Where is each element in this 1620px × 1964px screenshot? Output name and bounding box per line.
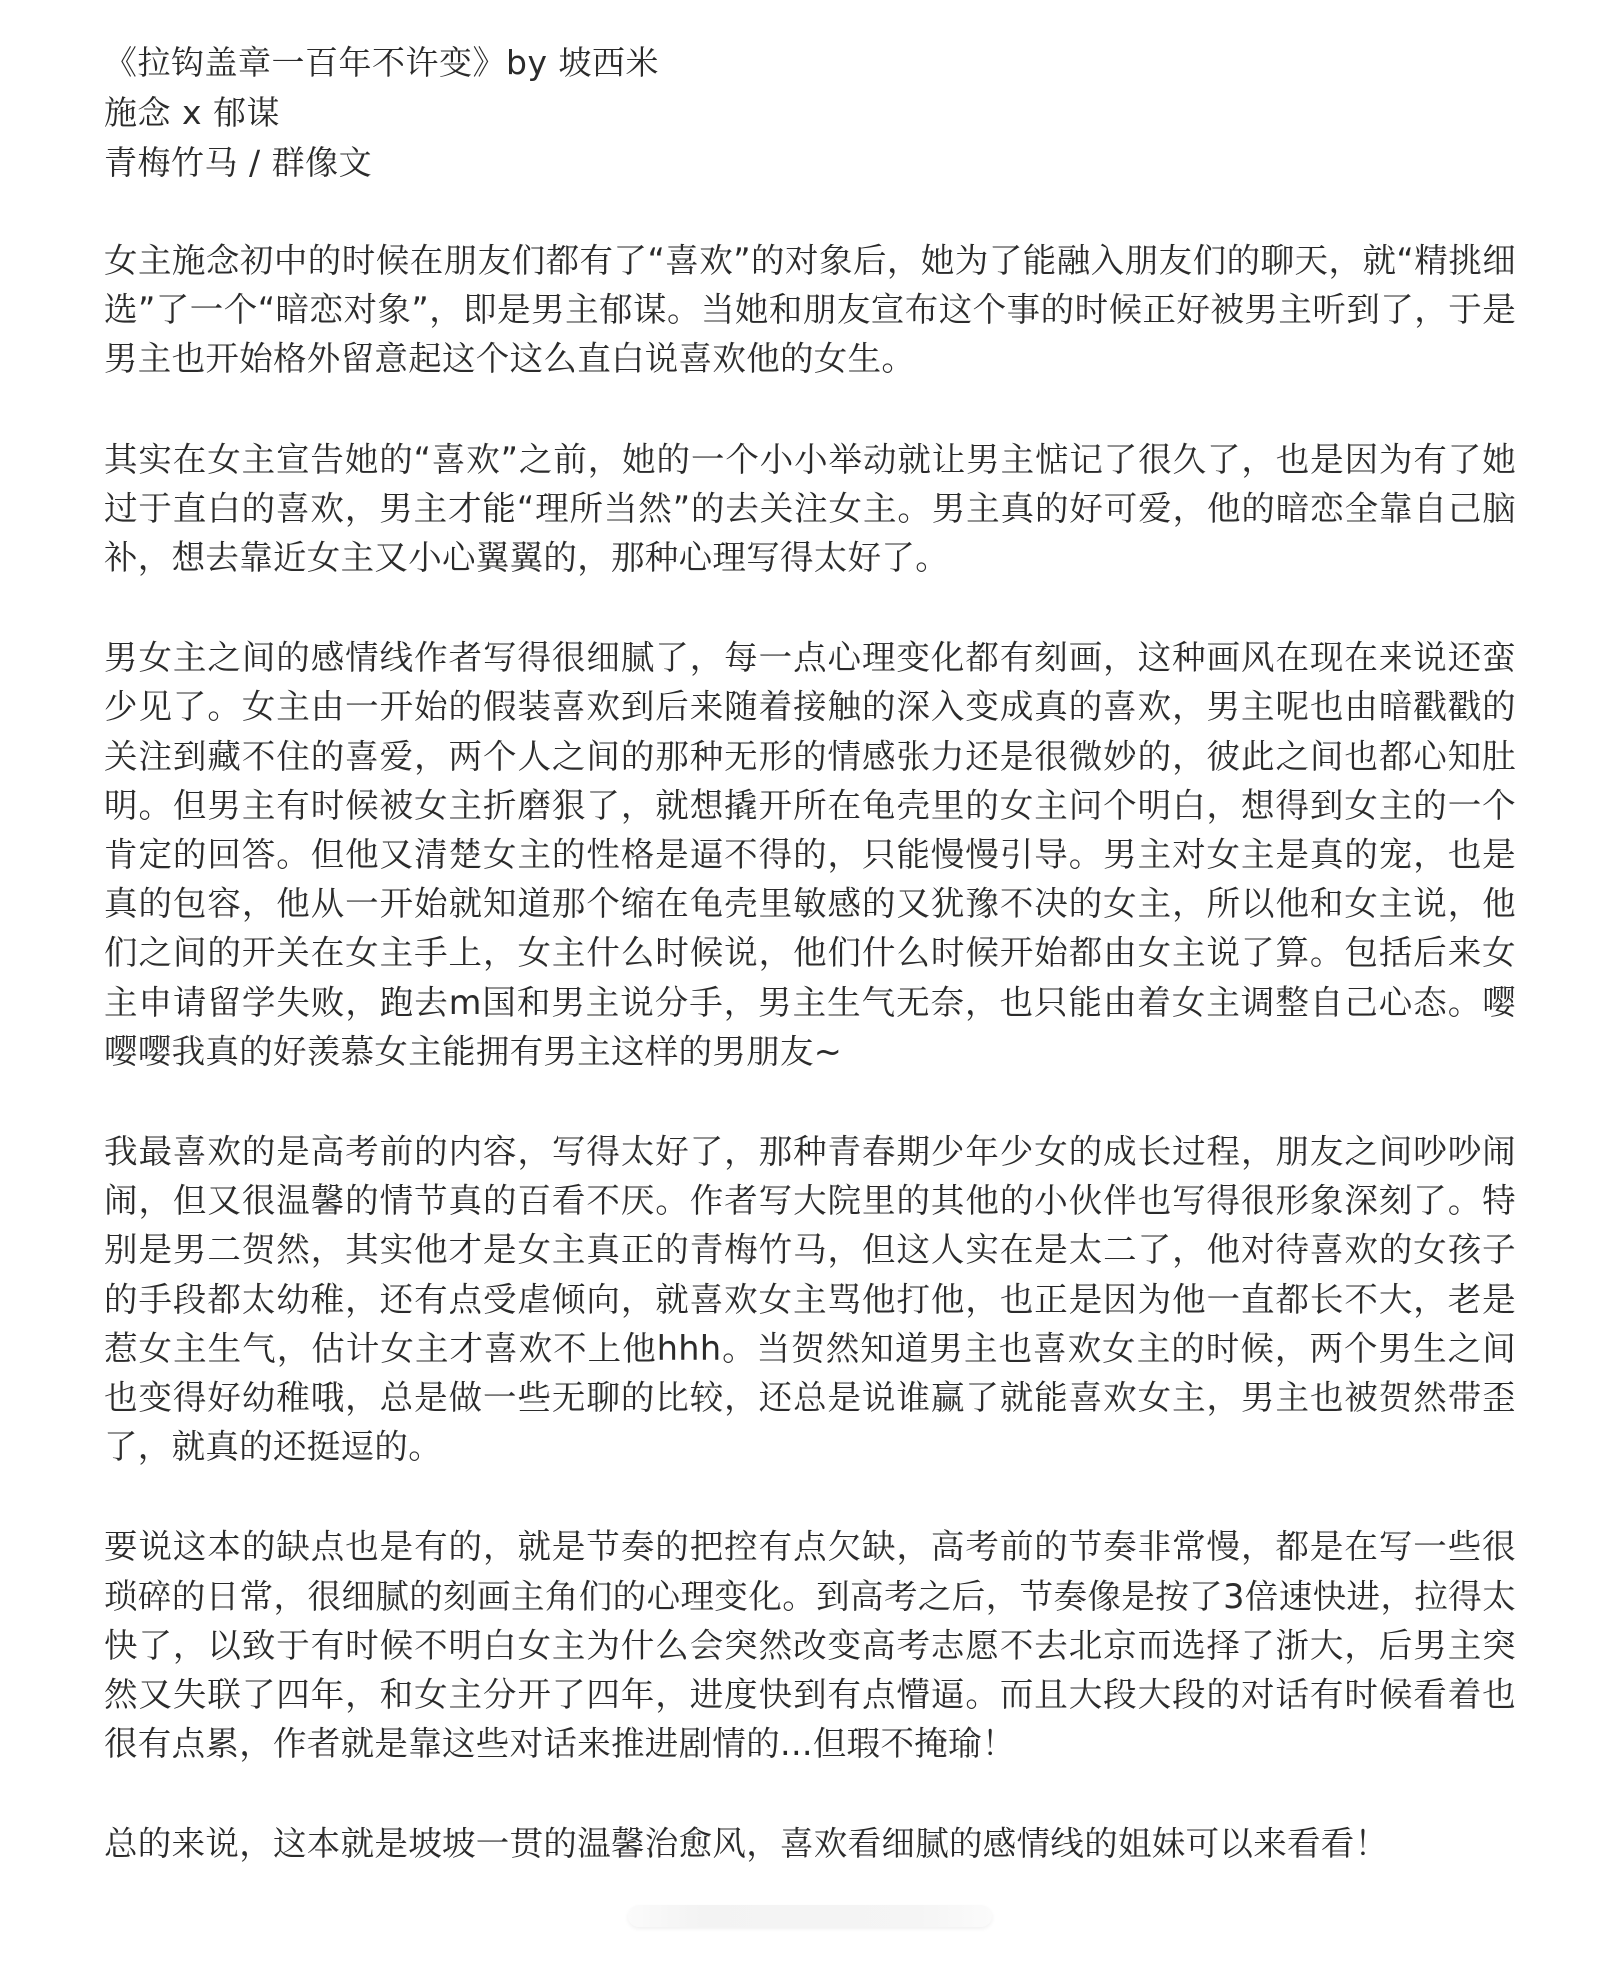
paragraph-summary: 总的来说，这本就是坡坡一贯的温馨治愈风，喜欢看细腻的感情线的姐妹可以来看看！ bbox=[104, 1824, 1389, 1864]
scroll-indicator[interactable] bbox=[628, 1905, 992, 1927]
book-couple: 施念 x 郁谋 bbox=[104, 93, 281, 132]
book-title: 《拉钩盖章一百年不许变》by 坡西米 bbox=[104, 43, 659, 82]
paragraph-plot-intro: 女主施念初中的时候在朋友们都有了“喜欢”的对象后，她为了能融入朋友们的聊天，就“精挑细选”了一个“暗恋对象”，即是男主郁谋。当她和朋友宣布这个事的时候正好被男主听到了，于是男主也开始格外留意起这个这么直白说喜欢他的女生。 bbox=[104, 241, 1516, 379]
book-tags: 青梅竹马 / 群像文 bbox=[104, 143, 373, 182]
paragraph-drawbacks: 要说这本的缺点也是有的，就是节奏的把控有点欠缺，高考前的节奏非常慢，都是在写一些很琐碎的日常，很细腻的刻画主角们的心理变化。到高考之后，节奏像是按了3倍速快进，拉得太快了，以致于有时候不明白女主为什么会突然改变高考志愿不去北京而选择了浙大，后男主突然又失联了四年，和女主分开了四年，进度快到有点懵逼。而且大段大段的对话有时候看着也很有点累，作者就是靠这些对话来推进剧情的...但瑕不掩瑜！ bbox=[104, 1527, 1516, 1764]
article bbox=[104, 38, 1516, 1869]
paragraph-romance-line: 男女主之间的感情线作者写得很细腻了，每一点心理变化都有刻画，这种画风在现在来说还蛮少见了。女主由一开始的假装喜欢到后来随着接触的深入变成真的喜欢，男主呢也由暗戳戳的关注到藏不住的喜爱，两个人之间的那种无形的情感张力还是很微妙的，彼此之间也都心知肚明。但男主有时候被女主折磨狠了，就想撬开所在龟壳里的女主问个明白，想得到女主的一个肯定的回答。但他又清楚女主的性格是逼不得的，只能慢慢引导。男主对女主是真的宠，也是真的包容，他从一开始就知道那个缩在龟壳里敏感的又犹豫不决的女主，所以他和女主说，他们之间的开关在女主手上，女主什么时候说，他们什么时候开始都由女主说了算。包括后来女主申请留学失败，跑去m国和男主说分手，男主生气无奈，也只能由着女主调整自己心态。嘤嘤嘤我真的好羡慕女主能拥有男主这样的男朋友~ bbox=[104, 638, 1516, 1071]
paragraph-male-lead: 其实在女主宣告她的“喜欢”之前，她的一个小小举动就让男主惦记了很久了，也是因为有了她过于直白的喜欢，男主才能“理所当然”的去关注女主。男主真的好可爱，他的暗恋全靠自己脑补，想去靠近女主又小心翼翼的，那种心理写得太好了。 bbox=[104, 439, 1516, 578]
paragraph-favorite-part: 我最喜欢的是高考前的内容，写得太好了，那种青春期少年少女的成长过程，朋友之间吵吵闹闹，但又很温馨的情节真的百看不厌。作者写大院里的其他的小伙伴也写得很形象深刻了。特别是男二贺然，其实他才是女主真正的青梅竹马，但这人实在是太二了，他对待喜欢的女孩子的手段都太幼稚，还有点受虐倾向，就喜欢女主骂他打他，也正是因为他一直都长不大，老是惹女主生气，估计女主才喜欢不上他hhh。当贺然知道男主也喜欢女主的时候，两个男生之间也变得好幼稚哦，总是做一些无聊的比较，还总是说谁赢了就能喜欢女主，男主也被贺然带歪了，就真的还挺逗的。 bbox=[104, 1132, 1516, 1467]
